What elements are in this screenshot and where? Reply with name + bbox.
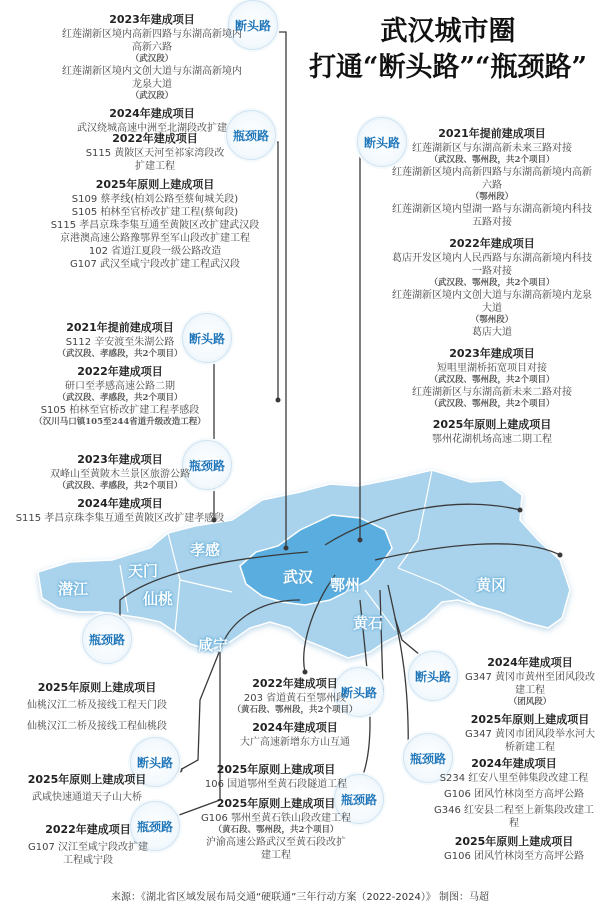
city-tianmen: 天门 bbox=[128, 562, 159, 580]
year-heading: 2024年建成项目 bbox=[471, 757, 557, 770]
badge-duantoulu-huanggang: 断头路 bbox=[408, 651, 458, 701]
project-item: 沪渝高速公路武汉至黄石段改扩建工程 bbox=[206, 837, 346, 861]
project-note: （武汉段、鄂州段，共2个项目） bbox=[429, 399, 555, 409]
project-item: S115 黄陂区天河至祁家湾段改扩建工程 bbox=[85, 148, 225, 172]
project-note: （团风段） bbox=[508, 697, 552, 707]
badge-duantoulu-ezhou: 断头路 bbox=[357, 117, 407, 167]
project-item: 短咀里湖桥拓宽项目对接 bbox=[437, 363, 547, 374]
project-item: G346 红安县二程至上新集段改建工程 bbox=[433, 805, 594, 829]
year-heading: 2022年建成项目 bbox=[112, 132, 198, 145]
project-note: （汉川马口镇105至244省道升级改造工程） bbox=[34, 417, 206, 427]
year-heading: 2024年建成项目 bbox=[77, 497, 163, 510]
project-item: 仙桃汉江二桥及接线工程仙桃段 bbox=[27, 721, 167, 732]
badge-pingjinglu-xiaogan: 瓶颈路 bbox=[226, 110, 276, 160]
year-heading: 2022年建成项目 bbox=[45, 823, 131, 836]
project-note: （武汉段、鄂州段，共2个项目） bbox=[429, 278, 555, 288]
city-qianjiang: 潜江 bbox=[58, 580, 89, 598]
project-item: S105 柏林至官桥改扩建工程(蔡甸段) bbox=[71, 207, 239, 218]
block-xiaogan-duantou bbox=[58, 8, 246, 135]
project-note: （黄石段、鄂州段，共2个项目） bbox=[232, 705, 358, 715]
project-item: G107 汉江至咸宁段改扩建工程咸宁段 bbox=[28, 842, 149, 866]
project-note: （黄石段、鄂州段，共2个项目） bbox=[213, 825, 339, 835]
title-line-1: 武汉城市圈 bbox=[380, 16, 516, 47]
badge-duantoulu-huangshi: 断头路 bbox=[334, 667, 384, 717]
year-heading: 2023年建成项目 bbox=[449, 347, 535, 360]
project-item: S234 红安八里至韩集段改建工程 bbox=[439, 773, 589, 784]
year-heading: 2022年建成项目 bbox=[252, 677, 338, 690]
year-heading: 2024年建成项目 bbox=[109, 107, 195, 120]
project-item: 京港澳高速公路豫鄂界至军山段改扩建工程 bbox=[60, 233, 250, 244]
badge-pingjinglu-huangshi: 瓶颈路 bbox=[334, 774, 384, 824]
project-note: （武汉段、孝感段，共2个项目） bbox=[57, 349, 183, 359]
city-xiaogan: 孝感 bbox=[190, 541, 221, 559]
badge-pingjinglu-huanggang: 瓶颈路 bbox=[403, 733, 453, 783]
block-xiantao bbox=[6, 676, 188, 733]
project-item: 双峰山至黄陂木兰景区旅游公路 bbox=[50, 469, 190, 480]
block-xiaogan-pingjing bbox=[42, 127, 268, 271]
project-item: 红莲湖新区境内文创大道与东湖高新境内龙泉大道 bbox=[392, 290, 592, 314]
block-ezhou-duantou bbox=[388, 122, 596, 446]
project-item: 武汉绕城高速中洲至北湖段改扩建 bbox=[77, 123, 227, 134]
project-item: 仙桃汉江二桥及接线工程天门段 bbox=[27, 700, 167, 711]
project-item: G106 团风竹林岗至方高坪公路 bbox=[443, 851, 584, 862]
year-heading: 2025年原则上建成项目 bbox=[470, 713, 590, 726]
block-xiaogan2-duantou bbox=[30, 316, 210, 428]
project-item: G347 黄冈市团风段举水河大桥新建工程 bbox=[464, 729, 595, 753]
project-note: （武汉段、鄂州段，共2个项目） bbox=[429, 155, 555, 165]
project-note: （武汉段） bbox=[130, 54, 174, 64]
project-item: S112 辛安渡至朱湖公路 bbox=[65, 337, 175, 348]
project-item: 红莲湖新区境内高新四路与东湖高新境内高新六路 bbox=[62, 29, 242, 53]
year-heading: 2023年建成项目 bbox=[109, 13, 195, 26]
project-item: G106 团风竹林岗至方高坪公路 bbox=[443, 789, 584, 800]
year-heading: 2023年建成项目 bbox=[77, 453, 163, 466]
year-heading: 2025年原则上建成项目 bbox=[216, 797, 336, 810]
project-item: 鄂州花湖机场高速二期工程 bbox=[432, 434, 552, 445]
year-heading: 2021年提前建成项目 bbox=[438, 127, 546, 140]
project-item: S115 孝昌京珠李集互通至黄陂区改扩建孝感段 bbox=[15, 513, 225, 524]
year-heading: 2024年建成项目 bbox=[487, 656, 573, 669]
city-huangshi: 黄石 bbox=[353, 614, 384, 632]
project-item: 红莲湖新区境内文创大道与东湖高新境内龙泉大道 bbox=[62, 66, 242, 90]
city-xianning: 咸宁 bbox=[198, 636, 229, 654]
title-line-2: 打通“断头路”“瓶颈路” bbox=[308, 52, 588, 83]
badge-pingjinglu-xianning: 瓶颈路 bbox=[130, 801, 180, 851]
project-item: G107 武汉至咸宁段改扩建工程武汉段 bbox=[69, 259, 240, 270]
project-item: 大广高速新增东方山互通 bbox=[240, 737, 350, 748]
project-item: G347 黄冈市黄州至团风段改建工程 bbox=[464, 672, 595, 696]
project-item: 102 省道江夏段一级公路改造 bbox=[88, 246, 222, 257]
project-item: 红莲湖新区与东湖高新未来二路对接 bbox=[412, 387, 572, 398]
project-item: 红莲湖新区境内望湖一路与东湖高新境内科技五路对接 bbox=[392, 204, 592, 228]
project-item: S115 孝昌京珠李集互通至黄陂区改扩建武汉段 bbox=[50, 220, 260, 231]
project-note: （武汉段、孝感段，共2个项目） bbox=[57, 393, 183, 403]
badge-duantoulu-tianmen: 断头路 bbox=[130, 737, 180, 787]
project-item: 203 省道黄石至鄂州段 bbox=[243, 693, 347, 704]
year-heading: 2024年建成项目 bbox=[252, 721, 338, 734]
year-heading: 2025年原则上建成项目 bbox=[27, 773, 147, 786]
year-heading: 2025年原则上建成项目 bbox=[37, 681, 157, 694]
year-heading: 2025年原则上建成项目 bbox=[454, 835, 574, 848]
badge-pingjinglu-xiaogan-2: 瓶颈路 bbox=[182, 440, 232, 490]
badge-duantoulu-xiaogan-2: 断头路 bbox=[182, 313, 232, 363]
project-note: （鄂州段） bbox=[470, 315, 514, 325]
project-item: 研口至孝感高速公路二期 bbox=[65, 381, 175, 392]
project-note: （武汉段、孝感段，共2个项目） bbox=[57, 481, 183, 491]
project-item: 红莲湖新区境内高新四路与东湖高新境内高新六路 bbox=[392, 167, 592, 191]
project-item: 红莲湖新区与东湖高新未来三路对接 bbox=[412, 143, 572, 154]
project-note: （鄂州段） bbox=[470, 192, 514, 202]
block-huangshi-pingjing bbox=[196, 758, 356, 862]
city-huanggang: 黄冈 bbox=[476, 576, 507, 594]
project-item: 葛店开发区境内人民西路与东湖高新境内科技一路对接 bbox=[392, 253, 592, 277]
year-heading: 2022年建成项目 bbox=[77, 365, 163, 378]
city-wuhan: 武汉 bbox=[283, 568, 314, 586]
project-item: 葛店大道 bbox=[472, 327, 512, 338]
project-item: 武咸快速通道天子山大桥 bbox=[32, 792, 142, 803]
block-huanggang-duantou bbox=[464, 651, 596, 754]
project-item: 106 国道鄂州至黄石段隧道工程 bbox=[204, 779, 348, 790]
project-item: G106 鄂州至黄石铁山段改建工程 bbox=[200, 813, 351, 824]
block-tianmen bbox=[12, 768, 162, 804]
badge-pingjinglu-xiantao: 瓶颈路 bbox=[82, 614, 132, 664]
block-xianning bbox=[28, 818, 148, 867]
block-huanggang-pingjing bbox=[432, 752, 596, 863]
year-heading: 2025年原则上建成项目 bbox=[432, 418, 552, 431]
year-heading: 2025年原则上建成项目 bbox=[216, 763, 336, 776]
year-heading: 2021年提前建成项目 bbox=[66, 321, 174, 334]
chart-title bbox=[300, 14, 596, 86]
project-note: （武汉段、鄂州段，共2个项目） bbox=[429, 375, 555, 385]
year-heading: 2025年原则上建成项目 bbox=[95, 178, 215, 191]
badge-duantoulu-xiaogan: 断头路 bbox=[228, 0, 278, 50]
project-note: （武汉段） bbox=[130, 91, 174, 101]
project-item: S109 蔡孝线(柏刘公路至蔡甸城关段) bbox=[71, 194, 239, 205]
project-item: S105 柏林至官桥改扩建工程孝感段 bbox=[40, 405, 200, 416]
city-xiantao: 仙桃 bbox=[143, 590, 174, 608]
year-heading: 2022年建成项目 bbox=[449, 237, 535, 250]
source-caption: 来源：《湖北省区域发展布局交通“硬联通”三年行动方案（2022-2024）》 制图：马超 bbox=[110, 892, 490, 903]
city-ezhou: 鄂州 bbox=[330, 576, 361, 594]
